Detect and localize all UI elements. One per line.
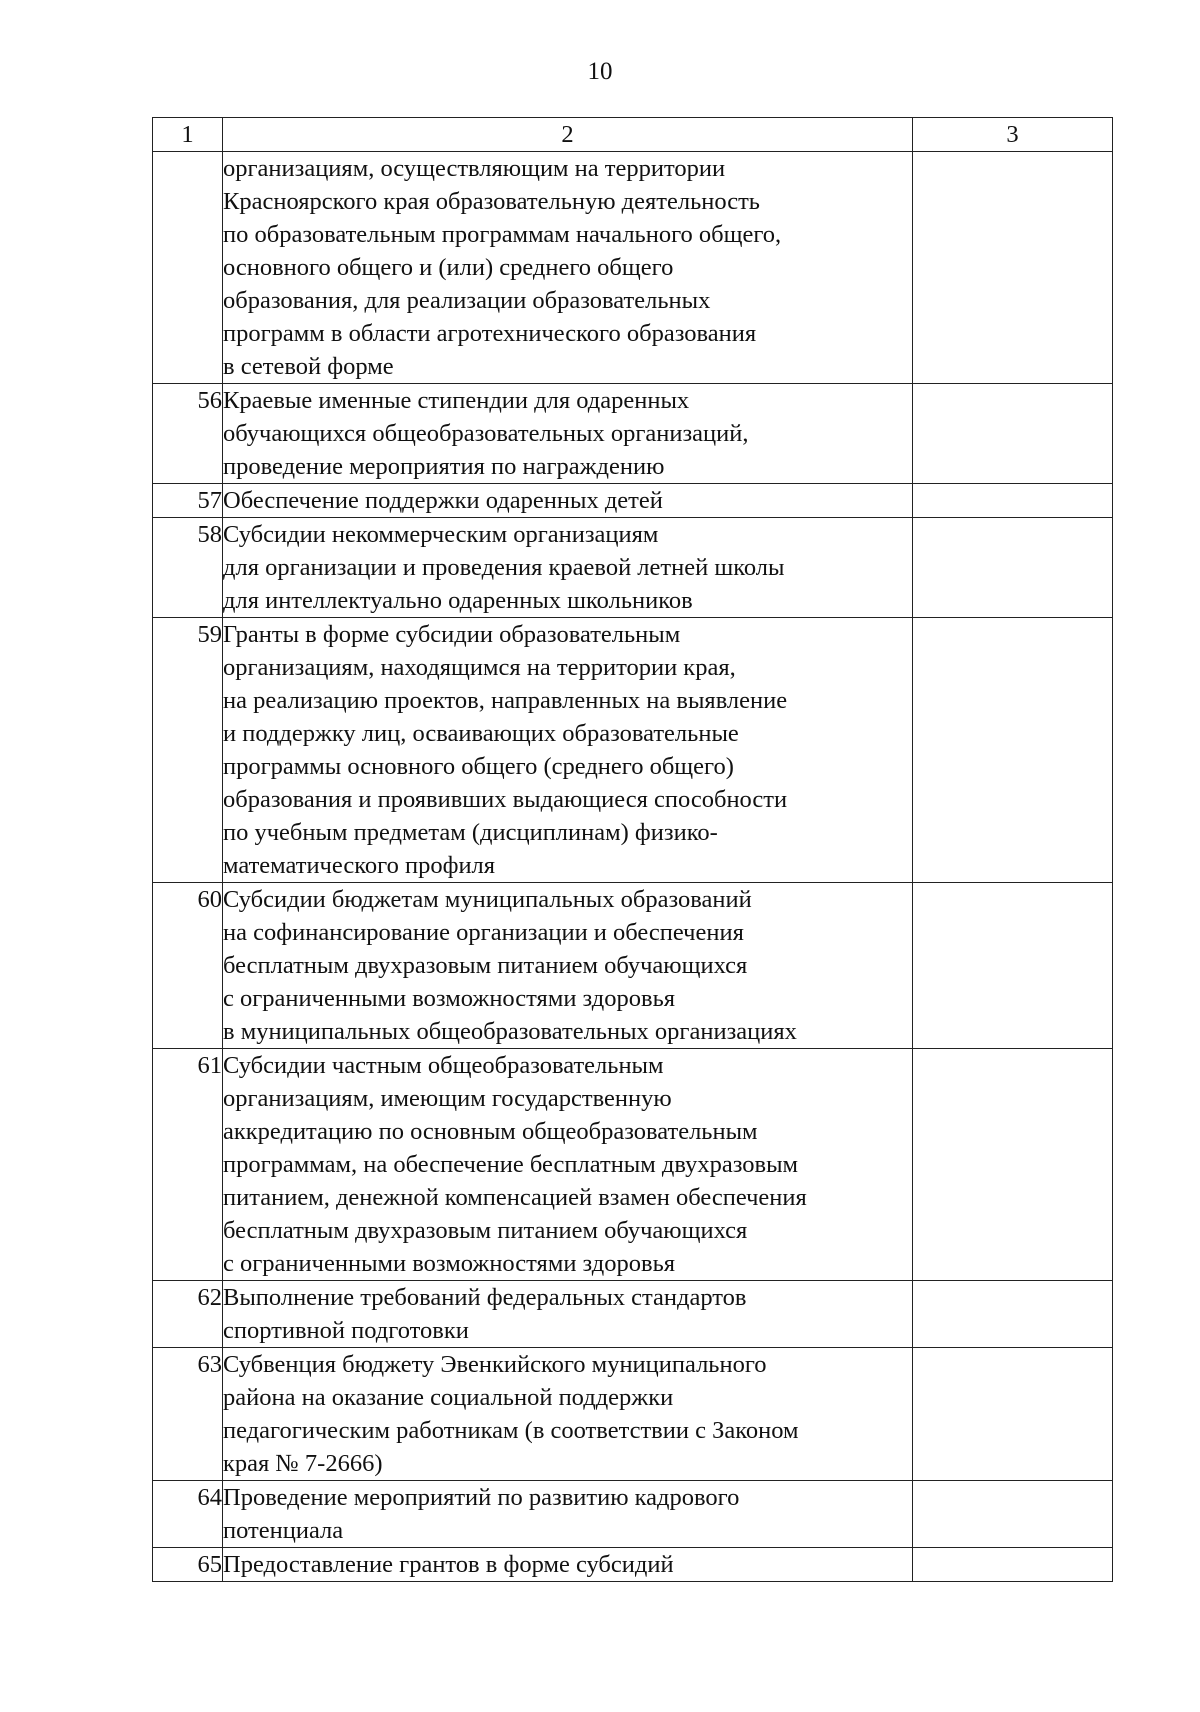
row-number: 56: [153, 384, 223, 484]
row-description: организациям, осуществляющим на территории Красноярского края образовательную деятельность по образовательным программам начального общего, основного общего и (или) среднего общего образования, для реализации образовательных программ в области агротехнического образования в сетевой форме: [223, 152, 913, 384]
row-description: Субсидии частным общеобразовательным организациям, имеющим государственную аккредитацию по основным общеобразовательным программам, на обеспечение бесплатным двухразовым питанием, денежной компенсацией взамен обеспечения бесплатным двухразовым питанием обучающихся с ограниченными возможностями здоровья: [223, 1049, 913, 1281]
row-description: Предоставление грантов в форме субсидий: [223, 1548, 913, 1582]
column-header-2: 2: [223, 118, 913, 152]
row-description: Субсидии бюджетам муниципальных образований на софинансирование организации и обеспечения бесплатным двухразовым питанием обучающихся с ограниченными возможностями здоровья в муниципальных общеобразовательных организациях: [223, 883, 913, 1049]
row-description: Краевые именные стипендии для одаренных обучающихся общеобразовательных организаций, проведение мероприятия по награждению: [223, 384, 913, 484]
row-description: Субвенция бюджету Эвенкийского муниципального района на оказание социальной поддержки педагогическим работникам (в соответствии с Законом края № 7-2666): [223, 1348, 913, 1481]
table-row: [153, 883, 1113, 1049]
table-row: [153, 1548, 1113, 1582]
table-row: [153, 1049, 1113, 1281]
row-number: [153, 152, 223, 384]
row-number: 59: [153, 618, 223, 883]
row-col3: [913, 1548, 1113, 1582]
row-description: Гранты в форме субсидии образовательным организациям, находящимся на территории края, на реализацию проектов, направленных на выявление и поддержку лиц, осваивающих образовательные программы основного общего (среднего общего) образования и проявивших выдающиеся способности по учебным предметам (дисциплинам) физико- математического профиля: [223, 618, 913, 883]
table-row: [153, 618, 1113, 883]
row-col3: [913, 1049, 1113, 1281]
row-col3: [913, 618, 1113, 883]
row-col3: [913, 152, 1113, 384]
table-row: [153, 1281, 1113, 1348]
row-col3: [913, 384, 1113, 484]
table-row: [153, 152, 1113, 384]
row-number: 58: [153, 518, 223, 618]
column-header-3: 3: [913, 118, 1113, 152]
row-col3: [913, 1348, 1113, 1481]
page-number: 10: [587, 58, 613, 85]
table-row: [153, 1481, 1113, 1548]
row-description: Проведение мероприятий по развитию кадрового потенциала: [223, 1481, 913, 1548]
row-col3: [913, 883, 1113, 1049]
table-row: [153, 484, 1113, 518]
table-header-row: [153, 118, 1113, 152]
row-number: 57: [153, 484, 223, 518]
row-number: 61: [153, 1049, 223, 1281]
table-row: [153, 384, 1113, 484]
row-number: 62: [153, 1281, 223, 1348]
row-description: Выполнение требований федеральных стандартов спортивной подготовки: [223, 1281, 913, 1348]
row-description: Субсидии некоммерческим организациям для организации и проведения краевой летней школы для интеллектуально одаренных школьников: [223, 518, 913, 618]
row-col3: [913, 518, 1113, 618]
row-number: 64: [153, 1481, 223, 1548]
row-number: 60: [153, 883, 223, 1049]
budget-items-table: [152, 117, 1113, 1582]
row-number: 65: [153, 1548, 223, 1582]
table-row: [153, 1348, 1113, 1481]
row-col3: [913, 1281, 1113, 1348]
row-number: 63: [153, 1348, 223, 1481]
column-header-1: 1: [153, 118, 223, 152]
row-col3: [913, 1481, 1113, 1548]
row-description: Обеспечение поддержки одаренных детей: [223, 484, 913, 518]
table-row: [153, 518, 1113, 618]
row-col3: [913, 484, 1113, 518]
